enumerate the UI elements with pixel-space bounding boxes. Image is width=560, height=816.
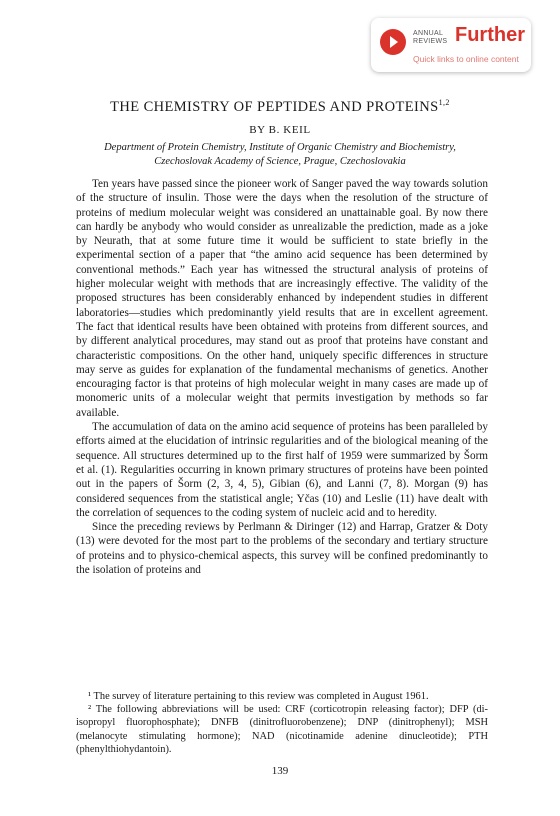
paragraph: The accumulation of data on the amino acid sequence of proteins has been paralleled by efforts aimed at the elucidation of intrinsic regularities and of the biological meaning of the sequence. All structures determined up to the first half of 1959 were summarized by Šorm et al. (1). Regularities occurring in known primary structures of proteins have been pointed out in the papers of Šorm (2, 3, 4, 5), Gibian (6), and Lanni (7, 8). Morgan (9) has considered sequences from the statistical angle; Yčas (10) and Leslie (11) have dealt with the correlation of sequences to the coding system of nucleic acid and to heredity.	[76, 421, 488, 519]
quick-links-text: Quick links to online content	[413, 54, 519, 64]
footnotes	[76, 690, 488, 756]
further-label: Further	[455, 24, 525, 46]
further-badge[interactable]	[371, 18, 531, 72]
paragraph: Ten years have passed since the pioneer work of Sanger paved the way towards solution of the structure of insulin. Those were the days when the resolution of the structure of proteins of medium molecular weight was considered an unattainable goal. By now there can hardly be anybody who would consider as unrealizable the prediction, made as a joke by Neurath, that at some future time it would be sufficient to state briefly in the experimental section of a paper that “the amino acid sequence has been determined by conventional methods.” Each year has witnessed the structural analysis of proteins of higher molecular weight with methods that are increasingly effective. The validity of the proposed structures has been considerably enhanced by independent studies in different laboratories—studies which predominantly yield results that are in excellent agreement. The fact that identical results have been obtained with proteins from different sources, and by different analytical procedures, may stand out as proof that proteins have constant and characteristic compositions. On the other hand, uniquely specific differences in structure may serve as guides for explanation of the fundamental mechanisms of genetics. Another encouraging factor is that proteins of high molecular weight in many cases are made up of monomeric units of a molecular weight that permits investigation by methods so far available.	[76, 178, 488, 419]
page-number: 139	[271, 765, 289, 777]
article-body	[76, 177, 488, 577]
author-line: BY B. KEIL	[249, 124, 311, 136]
affiliation: Department of Protein Chemistry, Institute of Organic Chemistry and Biochemistry, Czechoslovak Academy of Science, Prague, Czechoslovakia	[104, 142, 456, 167]
footnote: ¹ The survey of literature pertaining to this review was completed in August 1961.	[88, 691, 429, 702]
play-icon	[380, 29, 406, 55]
footnote: ² The following abbreviations will be used: CRF (corticotropin releasing factor); DFP (di-isopropyl fluorophosphate); DNFB (dinitrofluorobenzene); DNP (dinitrophenyl); MSH (melanocyte stimulating hormone); NAD (nicotinamide adenine dinucleotide); PTH (phenylthiohydantoin).	[76, 704, 488, 755]
paragraph: Since the preceding reviews by Perlmann & Diringer (12) and Harrap, Gratzer & Doty (13) were devoted for the most part to the problems of the secondary and tertiary structure of proteins and to physico-chemical aspects, this survey will be confined predominantly to the isolation of proteins and	[76, 521, 488, 577]
article-title: THE CHEMISTRY OF PEPTIDES AND PROTEINS$^{1,2}$	[110, 98, 450, 115]
annual-reviews-logo: ANNUAL REVIEWS	[413, 30, 448, 45]
